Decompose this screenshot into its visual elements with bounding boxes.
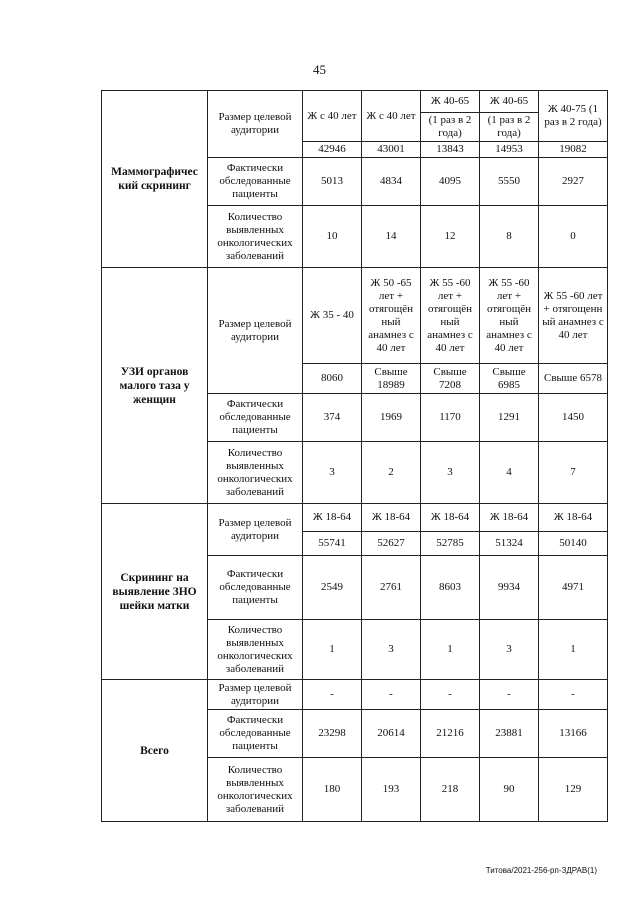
- target-criteria: Ж 55 -60 лет + отягощенн ый анамнез с 40 лет: [539, 268, 608, 364]
- detected-value: 129: [539, 758, 608, 822]
- detected-value: 10: [303, 206, 362, 268]
- row-label-target: Размер целевой аудитории: [208, 91, 303, 158]
- target-value: 43001: [362, 142, 421, 158]
- examined-value: 2761: [362, 556, 421, 620]
- screening-table: [101, 90, 608, 822]
- examined-value: 5550: [480, 158, 539, 206]
- examined-value: 20614: [362, 710, 421, 758]
- group-title-cervical: Скрининг на выявление ЗНО шейки матки: [102, 504, 208, 680]
- examined-value: 23298: [303, 710, 362, 758]
- examined-value: 13166: [539, 710, 608, 758]
- table-row: [102, 91, 608, 113]
- detected-value: 3: [421, 442, 480, 504]
- document-footer-code: Титова/2021-256-рп-ЗДРАВ(1): [485, 866, 597, 875]
- target-value: 52627: [362, 532, 421, 556]
- target-criteria: Ж 40-75 (1 раз в 2 года): [539, 91, 608, 142]
- detected-value: 3: [362, 620, 421, 680]
- examined-value: 2927: [539, 158, 608, 206]
- detected-value: 8: [480, 206, 539, 268]
- row-label-target: Размер целевой аудитории: [208, 268, 303, 394]
- table-row: [102, 268, 608, 364]
- row-label-target: Размер целевой аудитории: [208, 680, 303, 710]
- target-value: -: [303, 680, 362, 710]
- target-note: (1 раз в 2 года): [480, 113, 539, 142]
- detected-value: 2: [362, 442, 421, 504]
- row-label-examined: Фактически обследованные пациенты: [208, 556, 303, 620]
- examined-value: 1291: [480, 394, 539, 442]
- detected-value: 12: [421, 206, 480, 268]
- examined-value: 23881: [480, 710, 539, 758]
- row-label-detected: Количество выявленных онкологических заболеваний: [208, 442, 303, 504]
- detected-value: 1: [421, 620, 480, 680]
- row-label-examined: Фактически обследованные пациенты: [208, 394, 303, 442]
- target-value: 52785: [421, 532, 480, 556]
- detected-value: 3: [480, 620, 539, 680]
- examined-value: 8603: [421, 556, 480, 620]
- examined-value: 4834: [362, 158, 421, 206]
- row-label-detected: Количество выявленных онкологических заболеваний: [208, 620, 303, 680]
- target-value: 8060: [303, 364, 362, 394]
- row-label-detected: Количество выявленных онкологических заболеваний: [208, 758, 303, 822]
- target-value: 13843: [421, 142, 480, 158]
- examined-value: 1450: [539, 394, 608, 442]
- target-criteria: Ж 50 -65 лет + отягощён ный анамнез с 40 лет: [362, 268, 421, 364]
- target-criteria: Ж 18-64: [480, 504, 539, 532]
- target-value: -: [539, 680, 608, 710]
- row-label-examined: Фактически обследованные пациенты: [208, 710, 303, 758]
- target-value: Свыше 18989: [362, 364, 421, 394]
- examined-value: 4971: [539, 556, 608, 620]
- detected-value: 1: [539, 620, 608, 680]
- target-note: (1 раз в 2 года): [421, 113, 480, 142]
- group-title-ultrasound: УЗИ органов малого таза у женщин: [102, 268, 208, 504]
- detected-value: 1: [303, 620, 362, 680]
- target-criteria: Ж 18-64: [539, 504, 608, 532]
- target-value: 14953: [480, 142, 539, 158]
- examined-value: 374: [303, 394, 362, 442]
- target-value: Свыше 7208: [421, 364, 480, 394]
- detected-value: 14: [362, 206, 421, 268]
- target-value: 50140: [539, 532, 608, 556]
- detected-value: 0: [539, 206, 608, 268]
- row-label-examined: Фактически обследованные пациенты: [208, 158, 303, 206]
- target-criteria: Ж 55 -60 лет + отягощён ный анамнез с 40 лет: [421, 268, 480, 364]
- target-value: 42946: [303, 142, 362, 158]
- target-criteria: Ж 40-65: [480, 91, 539, 113]
- examined-value: 4095: [421, 158, 480, 206]
- examined-value: 1969: [362, 394, 421, 442]
- examined-value: 2549: [303, 556, 362, 620]
- detected-value: 3: [303, 442, 362, 504]
- table-row: [102, 504, 608, 532]
- page-number: 45: [313, 62, 326, 77]
- examined-value: 5013: [303, 158, 362, 206]
- target-criteria: Ж 35 - 40: [303, 268, 362, 364]
- examined-value: 21216: [421, 710, 480, 758]
- examined-value: 9934: [480, 556, 539, 620]
- target-value: Свыше 6578: [539, 364, 608, 394]
- detected-value: 193: [362, 758, 421, 822]
- table-row: [102, 680, 608, 710]
- target-value: -: [480, 680, 539, 710]
- group-title-mammography: Маммографичес кий скрининг: [102, 91, 208, 268]
- target-criteria: Ж 55 -60 лет + отягощён ный анамнез с 40 лет: [480, 268, 539, 364]
- target-criteria: Ж с 40 лет: [362, 91, 421, 142]
- target-value: 55741: [303, 532, 362, 556]
- target-value: -: [362, 680, 421, 710]
- detected-value: 4: [480, 442, 539, 504]
- row-label-target: Размер целевой аудитории: [208, 504, 303, 556]
- target-criteria: Ж 18-64: [421, 504, 480, 532]
- examined-value: 1170: [421, 394, 480, 442]
- target-value: Свыше 6985: [480, 364, 539, 394]
- target-value: 51324: [480, 532, 539, 556]
- row-label-detected: Количество выявленных онкологических заболеваний: [208, 206, 303, 268]
- target-criteria: Ж 40-65: [421, 91, 480, 113]
- group-title-total: Всего: [102, 680, 208, 822]
- target-criteria: Ж 18-64: [362, 504, 421, 532]
- detected-value: 180: [303, 758, 362, 822]
- target-criteria: Ж с 40 лет: [303, 91, 362, 142]
- target-criteria: Ж 18-64: [303, 504, 362, 532]
- detected-value: 7: [539, 442, 608, 504]
- target-value: 19082: [539, 142, 608, 158]
- detected-value: 218: [421, 758, 480, 822]
- target-value: -: [421, 680, 480, 710]
- detected-value: 90: [480, 758, 539, 822]
